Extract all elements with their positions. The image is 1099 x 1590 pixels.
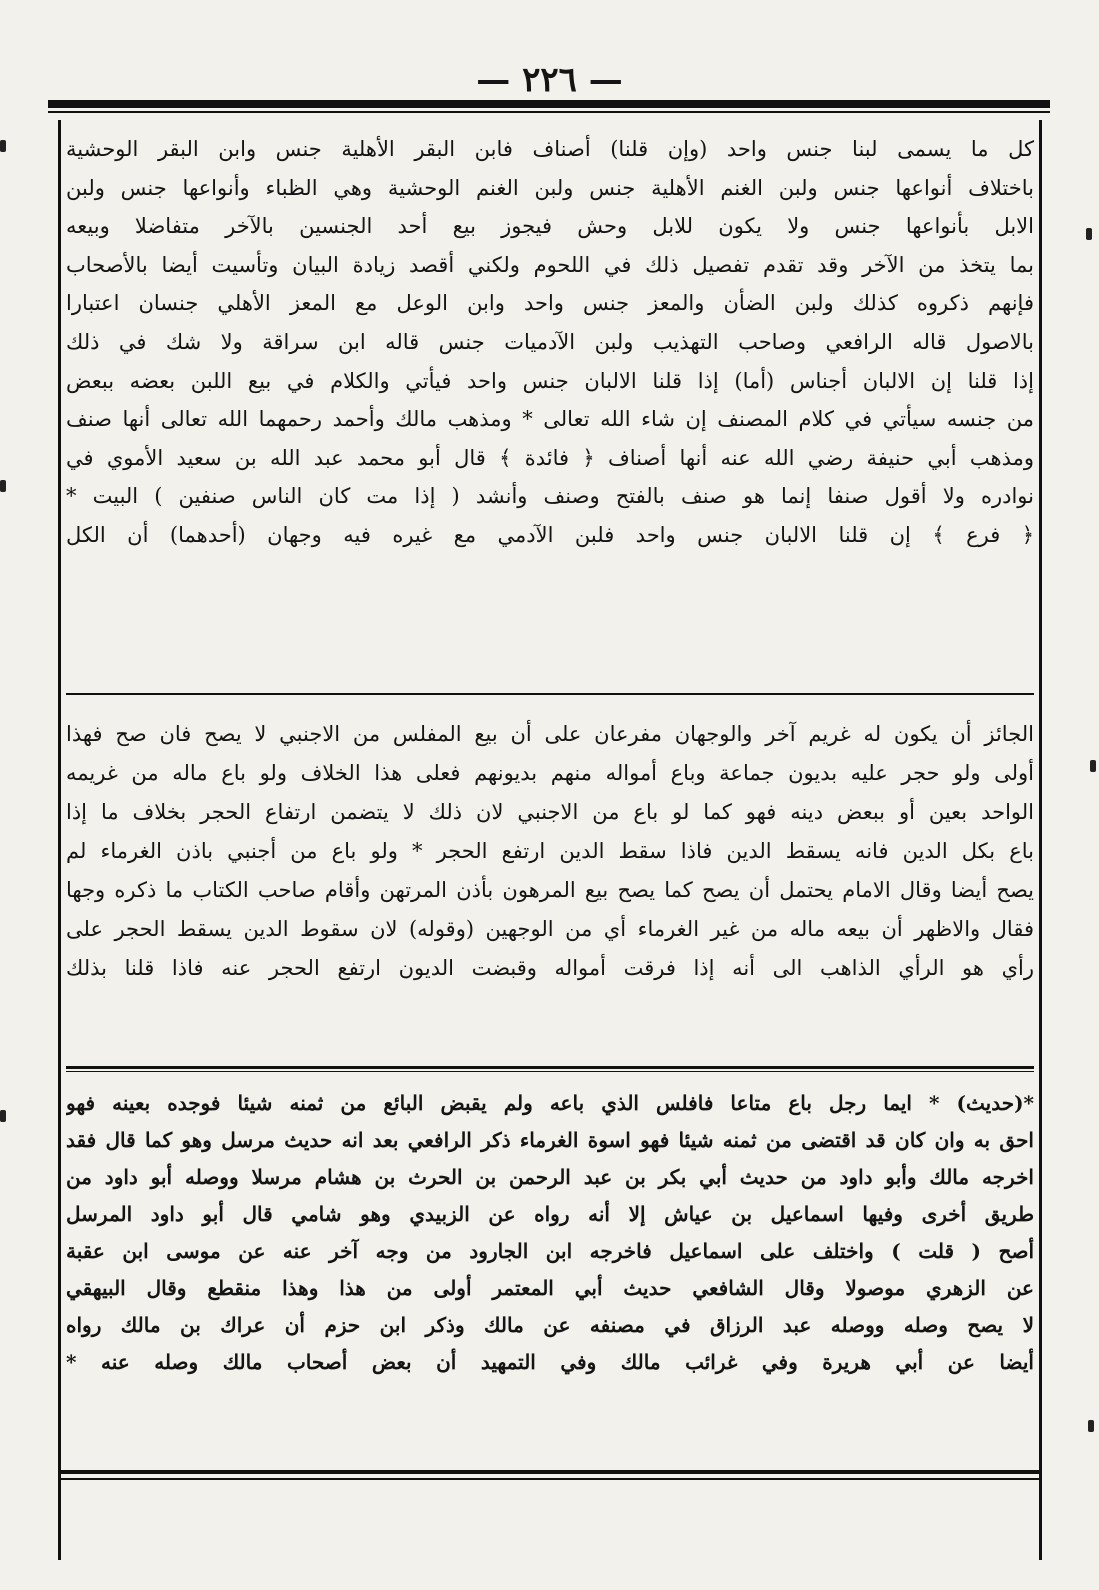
text-line: فقال والاظهر أن بيعه ماله من غير الغرماء أي من الوجهين (وقوله) لان سقوط الدين يسقط الحجر على: [66, 917, 1034, 941]
page-number: — ٢٢٦ —: [476, 60, 623, 100]
header-rule-thin: [48, 111, 1050, 113]
text-line: رأي هو الرأي الذاهب الى أنه إذا فرقت أمواله وقبضت الديون ارتفع الحجر عنه فاذا قلنا بذلك: [66, 956, 1034, 980]
text-line: اخرجه مالك وأبو داود من حديث أبي بكر بن عبد الرحمن بن الحرث بن هشام مرسلا ووصله أبو داود من: [66, 1165, 1034, 1189]
section-divider: [66, 693, 1034, 695]
margin-mark: [0, 1110, 6, 1122]
text-line: إذا قلنا إن الالبان أجناس (أما) إذا قلنا الالبان جنس واحد فيأتي والكلام في بيع اللبن بعضه ببعض: [66, 368, 1034, 393]
hadith-section: [66, 1085, 1034, 1381]
text-line: باختلاف أنواعها جنس ولبن الغنم الأهلية جنس ولبن الغنم الوحشية وهي الظباء وأنواعها جنس ولبن: [66, 175, 1034, 200]
main-text-section: [66, 130, 1034, 555]
text-line: أصح ( قلت ) واختلف على اسماعيل فاخرجه ابن الجارود من وجه آخر عنه عن موسى ابن عقبة: [66, 1239, 1034, 1263]
text-line: نوادره ولا أقول صنفا إنما هو صنف بالفتح وصنف وأنشد ( إذا مت كان الناس صنفين ) البيت *: [66, 484, 1034, 509]
text-line: ومذهب أبي حنيفة رضي الله عنه أنها أصناف ﴿ فائدة ﴾ قال أبو محمد عبد الله بن سعيد الأموي في: [66, 445, 1034, 470]
header-rule: [48, 100, 1050, 108]
text-line: لا يصح وصله ووصله عبد الرزاق في مصنفه عن مالك وذكر ابن حزم أن عراك بن مالك رواه: [66, 1313, 1034, 1337]
text-line: عن الزهري موصولا وقال الشافعي حديث أبي المعتمر أولى من هذا وهذا منقطع وقال البيهقي: [66, 1276, 1034, 1300]
text-line: يصح أيضا وقال الامام يحتمل أن يصح كما يصح بيع المرهون بأذن المرتهن وأقام صاحب الكتاب ما ذكره وجها: [66, 878, 1034, 902]
text-line: الجائز أن يكون له غريم آخر والوجهان مفرعان على أن بيع المفلس من الاجنبي لا يصح فان صح فهذا: [66, 722, 1034, 746]
text-line: بالاصول قاله الرافعي وصاحب التهذيب ولبن الآدميات جنس قاله ابن سراقة ولا شك في ذلك: [66, 329, 1034, 354]
section-divider-double: [66, 1066, 1034, 1069]
commentary-text-section: [66, 715, 1034, 988]
text-line: باع بكل الدين فانه يسقط الدين فاذا سقط الدين ارتفع الحجر * ولو باع من أجنبي باذن الغرماء لم: [66, 839, 1034, 863]
text-line: أيضا عن أبي هريرة وفي غرائب مالك وفي التمهيد أن بعض أصحاب مالك وصله عنه *: [66, 1350, 1034, 1374]
text-line: كل ما يسمى لبنا جنس واحد (وإن قلنا) أصناف فابن البقر الأهلية جنس وابن البقر الوحشية: [66, 137, 1034, 161]
margin-mark: [0, 140, 6, 152]
text-line: *(حديث) * ايما رجل باع متاعا فافلس الذي باعه ولم يقبض البائع من ثمنه شيئا فوجده بعينه فهو: [66, 1091, 1034, 1115]
text-line: من جنسه سيأتي في كلام المصنف إن شاء الله تعالى * ومذهب مالك وأحمد رحمهما الله تعالى أنها صنف: [66, 407, 1034, 432]
footer-rule-thin: [58, 1478, 1042, 1480]
margin-mark: [1090, 760, 1096, 772]
text-line: الواحد بعين أو ببعض دينه فهو كما لو باع من الاجنبي لان ذلك لا يتضمن ارتفاع الحجر بخلاف ما إذا: [66, 800, 1034, 824]
text-line: الابل بأنواعها جنس ولا يكون للابل وحش فيجوز بيع أحد الجنسين بالآخر متفاضلا وبيعه: [66, 214, 1034, 239]
text-line: بما يتخذ من الآخر وقد تقدم تفصيل ذلك في اللحوم ولكني أقصد زيادة البيان وتأسيت أيضا بالأصحاب: [66, 252, 1034, 277]
margin-mark: [0, 480, 6, 492]
text-line: ﴿ فرع ﴾ إن قلنا الالبان جنس واحد فلبن الآدمي مع غيره فيه وجهان (أحدهما) أن الكل: [66, 522, 1034, 547]
margin-mark: [1086, 228, 1092, 240]
text-line: احق به وان كان قد اقتضى من ثمنه شيئا فهو اسوة الغرماء ذكر الرافعي بعد انه حديث مرسل وهو كما قال فقد: [66, 1128, 1034, 1152]
margin-mark: [1088, 1420, 1094, 1432]
text-line: أولى ولو حجر عليه بديون جماعة وباع أمواله منهم بديونهم فعلى هذا الخلاف ولو باع ماله من غريمه: [66, 761, 1034, 785]
text-line: طريق أخرى وفيها اسماعيل بن عياش إلا أنه رواه عن الزبيدي وهو شامي قال أبو داود المرسل: [66, 1202, 1034, 1226]
section-divider-thin: [66, 1071, 1034, 1072]
footer-rule: [58, 1470, 1042, 1474]
text-line: فإنهم ذكروه كذلك ولبن الضأن والمعز جنس واحد وابن الوعل مع المعز الأهلي جنسان اعتبارا: [66, 291, 1034, 316]
